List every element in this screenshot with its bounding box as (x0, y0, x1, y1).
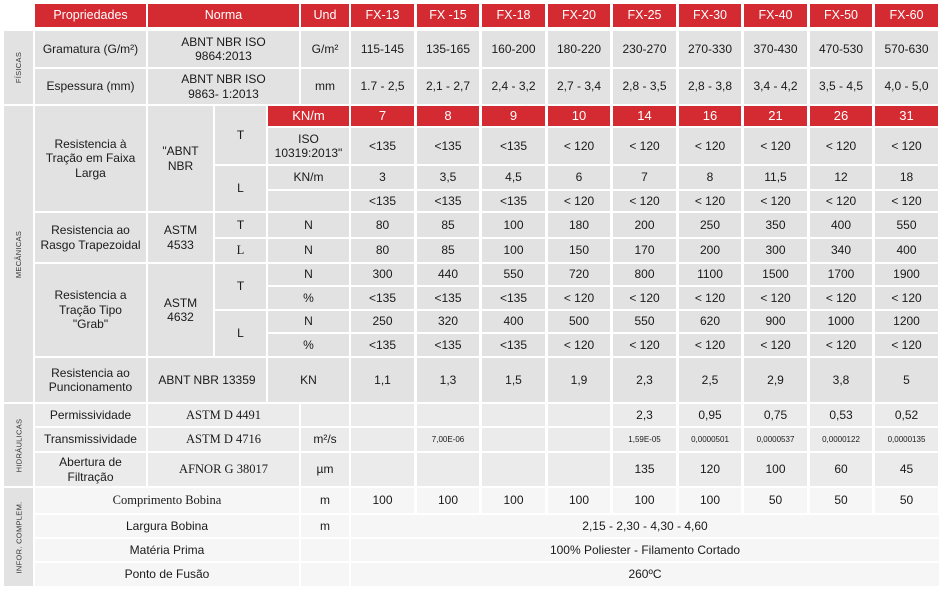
gramatura-value-3: 180-220 (548, 31, 610, 67)
header-propriedades: Propriedades (35, 4, 146, 27)
tracao-t-value-8: < 120 (875, 128, 938, 164)
gramatura-value-5: 270-330 (679, 31, 741, 67)
und-transmissividade: m²/s (301, 428, 349, 451)
gramatura-value-8: 570-630 (875, 31, 938, 67)
rasgo-l-value-7: 340 (810, 239, 872, 262)
rasgo-t-value-2: 100 (482, 213, 545, 237)
header-fx40: FX-40 (744, 4, 807, 27)
permissividade-value-5: 0,95 (679, 404, 741, 426)
tracao-t-value-6: < 120 (744, 128, 807, 164)
permissividade-value-0 (351, 404, 414, 426)
comprimento-value-0: 100 (351, 488, 414, 513)
und-abertura: µm (301, 453, 349, 486)
espessura-value-6: 3,4 - 4,2 (744, 69, 807, 104)
grab-l-pct-value-5: < 120 (679, 334, 741, 356)
knm-header-value-7: 26 (810, 106, 872, 126)
grab-l-pct-value-1: <135 (417, 334, 479, 356)
header-und: Und (301, 4, 349, 27)
tracao-l2-value-3: < 120 (548, 191, 610, 211)
transmissividade-value-1: 7,00E-06 (417, 428, 479, 451)
transmissividade-value-7: 0,0000122 (810, 428, 872, 451)
rasgo-t-value-3: 180 (548, 213, 610, 237)
tracao-t-value-3: < 120 (548, 128, 610, 164)
puncionamento-value-8: 5 (875, 358, 938, 402)
tracao-l1-value-8: 18 (875, 166, 938, 189)
header-fx18: FX-18 (482, 4, 545, 27)
tracao-l2-value-5: < 120 (679, 191, 741, 211)
grab-t-pct-value-7: < 120 (810, 287, 872, 309)
grab-l-n-value-1: 320 (417, 311, 479, 332)
comprimento-value-1: 100 (417, 488, 479, 513)
transmissividade-value-8: 0,0000135 (875, 428, 938, 451)
abertura-value-4: 135 (613, 453, 676, 486)
transmissividade-value-6: 0,0000537 (744, 428, 807, 451)
rasgo-l-value-4: 170 (613, 239, 676, 262)
gramatura-value-1: 135-165 (417, 31, 479, 67)
permissividade-value-4: 2,3 (613, 404, 676, 426)
puncionamento-value-3: 1,9 (548, 358, 610, 402)
grab-l-pct-value-3: < 120 (548, 334, 610, 356)
grab-l-pct-value-6: < 120 (744, 334, 807, 356)
header-fx20: FX-20 (548, 4, 610, 27)
grab-l-n-value-2: 400 (482, 311, 545, 332)
und-grab-l-pct: % (268, 334, 349, 356)
tracao-l2-value-1: <135 (417, 191, 479, 211)
espessura-value-3: 2,7 - 3,4 (548, 69, 610, 104)
comprimento-value-5: 100 (679, 488, 741, 513)
grab-t-pct-value-2: <135 (482, 287, 545, 309)
tracao-l2-value-7: < 120 (810, 191, 872, 211)
comprimento-value-3: 100 (548, 488, 610, 513)
grab-t-n-value-4: 800 (613, 264, 676, 285)
puncionamento-value-4: 2,3 (613, 358, 676, 402)
grab-t-n-value-6: 1500 (744, 264, 807, 285)
espessura-value-5: 2,8 - 3,8 (679, 69, 741, 104)
grab-l-n-value-4: 550 (613, 311, 676, 332)
grab-l-pct-value-0: <135 (351, 334, 414, 356)
puncionamento-value-2: 1,5 (482, 358, 545, 402)
permissividade-value-7: 0,53 (810, 404, 872, 426)
rasgo-t-value-1: 85 (417, 213, 479, 237)
tracao-t-value-5: < 120 (679, 128, 741, 164)
grab-l-pct-value-2: <135 (482, 334, 545, 356)
espessura-value-4: 2,8 - 3,5 (613, 69, 676, 104)
header-norma: Norma (148, 4, 299, 27)
grab-t-n-value-3: 720 (548, 264, 610, 285)
tracao-l1-value-3: 6 (548, 166, 610, 189)
norma-transmissividade: ASTM D 4716 (148, 428, 299, 451)
rasgo-t-value-0: 80 (351, 213, 414, 237)
tracao-l: L (215, 166, 266, 211)
transmissividade-value-3 (548, 428, 610, 451)
tracao-l1-value-2: 4,5 (482, 166, 545, 189)
header-fx25: FX-25 (613, 4, 676, 27)
prop-abertura: Abertura de Filtração (35, 453, 146, 486)
prop-fusao: Ponto de Fusão (35, 563, 299, 586)
header-fx30: FX-30 (679, 4, 741, 27)
gramatura-value-0: 115-145 (351, 31, 414, 67)
rasgo-l-value-3: 150 (548, 239, 610, 262)
grab-l-n-value-6: 900 (744, 311, 807, 332)
rasgo-l-value-2: 100 (482, 239, 545, 262)
permissividade-value-3 (548, 404, 610, 426)
und-comprimento: m (301, 488, 349, 513)
section-mecanicas-text: MECÂNICAS (14, 230, 24, 278)
grab-t-pct-value-4: < 120 (613, 287, 676, 309)
gramatura-value-4: 230-270 (613, 31, 676, 67)
und-permissividade (301, 404, 349, 426)
und-materia (301, 539, 349, 561)
und-tracao-l2 (268, 191, 349, 211)
knm-header-value-1: 8 (417, 106, 479, 126)
rasgo-t-value-8: 550 (875, 213, 938, 237)
grab-t: T (215, 264, 266, 309)
gramatura-value-7: 470-530 (810, 31, 872, 67)
header-fx50: FX-50 (810, 4, 872, 27)
grab-t-pct-value-0: <135 (351, 287, 414, 309)
comprimento-value-7: 50 (810, 488, 872, 513)
prop-materia: Matéria Prima (35, 539, 299, 561)
grab-t-pct-value-6: < 120 (744, 287, 807, 309)
espessura-value-7: 3,5 - 4,5 (810, 69, 872, 104)
tracao-t-value-1: <135 (417, 128, 479, 164)
und-gramatura: G/m² (301, 31, 349, 67)
tracao-t-value-7: < 120 (810, 128, 872, 164)
tracao-l1-value-7: 12 (810, 166, 872, 189)
und-largura: m (301, 515, 349, 537)
permissividade-value-8: 0,52 (875, 404, 938, 426)
rasgo-l-value-0: 80 (351, 239, 414, 262)
header-fx60: FX-60 (875, 4, 938, 27)
abertura-value-1 (417, 453, 479, 486)
header-fx13: FX-13 (351, 4, 414, 27)
tracao-l1-value-5: 8 (679, 166, 741, 189)
grab-l-pct-value-4: < 120 (613, 334, 676, 356)
tracao-l1-value-1: 3,5 (417, 166, 479, 189)
rasgo-t-value-5: 250 (679, 213, 741, 237)
fusao-value: 260ºC (351, 563, 939, 586)
norma-permissividade: ASTM D 4491 (148, 404, 299, 426)
und-grab-t-n: N (268, 264, 349, 285)
norma-rasgo: ASTM 4533 (148, 213, 213, 262)
knm-header-und: KN/m (268, 106, 349, 126)
grab-t-n-value-5: 1100 (679, 264, 741, 285)
knm-header-value-8: 31 (875, 106, 938, 126)
grab-l-n-value-5: 620 (679, 311, 741, 332)
knm-header-value-4: 14 (613, 106, 676, 126)
und-espessura: mm (301, 69, 349, 104)
knm-header-value-0: 7 (351, 106, 414, 126)
abertura-value-2 (482, 453, 545, 486)
transmissividade-value-4: 1,59E-05 (613, 428, 676, 451)
prop-transmissividade: Transmissividade (35, 428, 146, 451)
prop-comprimento: Comprimento Bobina (35, 488, 299, 513)
grab-l-n-value-0: 250 (351, 311, 414, 332)
tracao-l2-value-4: < 120 (613, 191, 676, 211)
comprimento-value-8: 50 (875, 488, 938, 513)
transmissividade-value-5: 0,0000501 (679, 428, 741, 451)
norma-abertura: AFNOR G 38017 (148, 453, 299, 486)
section-infor (4, 488, 33, 586)
abertura-value-8: 45 (875, 453, 938, 486)
norma-espessura: ABNT NBR ISO 9863- 1:2013 (148, 69, 299, 104)
comprimento-value-6: 50 (744, 488, 807, 513)
knm-header-value-3: 10 (548, 106, 610, 126)
tracao-l1-value-4: 7 (613, 166, 676, 189)
grab-t-pct-value-8: < 120 (875, 287, 938, 309)
und-rasgo-l: N (268, 239, 349, 262)
grab-l-n-value-8: 1200 (875, 311, 938, 332)
section-hidraulicas (4, 404, 33, 486)
grab-l: L (215, 311, 266, 356)
norma-tracao: "ABNT NBR (148, 106, 213, 211)
prop-rasgo: Resistencia ao Rasgo Trapezoidal (35, 213, 146, 262)
puncionamento-value-0: 1,1 (351, 358, 414, 402)
puncionamento-value-5: 2,5 (679, 358, 741, 402)
permissividade-value-6: 0,75 (744, 404, 807, 426)
abertura-value-7: 60 (810, 453, 872, 486)
knm-header-value-2: 9 (482, 106, 545, 126)
tracao-l1-value-6: 11,5 (744, 166, 807, 189)
grab-t-n-value-1: 440 (417, 264, 479, 285)
rasgo-l: L (215, 239, 266, 262)
espessura-value-2: 2,4 - 3,2 (482, 69, 545, 104)
largura-value: 2,15 - 2,30 - 4,30 - 4,60 (351, 515, 939, 537)
und-tracao-t: ISO 10319:2013" (268, 128, 349, 164)
transmissividade-value-2 (482, 428, 545, 451)
puncionamento-value-7: 3,8 (810, 358, 872, 402)
puncionamento-value-6: 2,9 (744, 358, 807, 402)
gramatura-value-6: 370-430 (744, 31, 807, 67)
rasgo-l-value-6: 300 (744, 239, 807, 262)
abertura-value-6: 100 (744, 453, 807, 486)
section-infor-text: INFOR. COMPLEM. (14, 500, 24, 574)
abertura-value-0 (351, 453, 414, 486)
rasgo-t-value-4: 200 (613, 213, 676, 237)
prop-puncionamento: Resistencia ao Puncionamento (35, 358, 146, 402)
espessura-value-8: 4,0 - 5,0 (875, 69, 938, 104)
comprimento-value-4: 100 (613, 488, 676, 513)
section-fisicas (4, 31, 33, 104)
rasgo-t: T (215, 213, 266, 237)
tracao-l2-value-2: <135 (482, 191, 545, 211)
comprimento-value-2: 100 (482, 488, 545, 513)
tracao-t-value-4: < 120 (613, 128, 676, 164)
rasgo-l-value-8: 400 (875, 239, 938, 262)
und-rasgo-t: N (268, 213, 349, 237)
tracao-t-value-2: <135 (482, 128, 545, 164)
grab-t-pct-value-1: <135 (417, 287, 479, 309)
grab-l-pct-value-8: < 120 (875, 334, 938, 356)
und-puncionamento: KN (268, 358, 349, 402)
section-fisicas-text: FÍSICAS (14, 51, 23, 84)
abertura-value-5: 120 (679, 453, 741, 486)
norma-puncionamento: ABNT NBR 13359 (148, 358, 266, 402)
permissividade-value-1 (417, 404, 479, 426)
grab-l-pct-value-7: < 120 (810, 334, 872, 356)
und-grab-t-pct: % (268, 287, 349, 309)
prop-permissividade: Permissividade (35, 404, 146, 426)
grab-t-n-value-2: 550 (482, 264, 545, 285)
grab-t-pct-value-3: < 120 (548, 287, 610, 309)
tracao-t-value-0: <135 (351, 128, 414, 164)
grab-t-pct-value-5: < 120 (679, 287, 741, 309)
espessura-value-1: 2,1 - 2,7 (417, 69, 479, 104)
grab-l-n-value-3: 500 (548, 311, 610, 332)
header-fx15: FX -15 (417, 4, 479, 27)
prop-tracao: Resistencia à Tração em Faixa Larga (35, 106, 146, 211)
puncionamento-value-1: 1,3 (417, 358, 479, 402)
grab-l-n-value-7: 1000 (810, 311, 872, 332)
rasgo-t-value-6: 350 (744, 213, 807, 237)
grab-t-n-value-0: 300 (351, 264, 414, 285)
tracao-l2-value-0: <135 (351, 191, 414, 211)
norma-gramatura: ABNT NBR ISO 9864:2013 (148, 31, 299, 67)
tracao-l2-value-8: < 120 (875, 191, 938, 211)
permissividade-value-2 (482, 404, 545, 426)
abertura-value-3 (548, 453, 610, 486)
gramatura-value-2: 160-200 (482, 31, 545, 67)
knm-header-value-5: 16 (679, 106, 741, 126)
grab-t-n-value-7: 1700 (810, 264, 872, 285)
prop-espessura: Espessura (mm) (35, 69, 146, 104)
knm-header-value-6: 21 (744, 106, 807, 126)
rasgo-l-value-5: 200 (679, 239, 741, 262)
materia-value: 100% Poliester - Filamento Cortado (351, 539, 939, 561)
prop-grab: Resistencia a Tração Tipo "Grab" (35, 264, 146, 356)
prop-gramatura: Gramatura (G/m²) (35, 31, 146, 67)
tracao-t: T (215, 106, 266, 164)
section-hidraulicas-text: HIDRÁULICAS (14, 418, 24, 472)
prop-largura: Largura Bobina (35, 515, 299, 537)
section-mecanicas (4, 106, 33, 402)
transmissividade-value-0 (351, 428, 414, 451)
und-fusao (301, 563, 349, 586)
rasgo-l-value-1: 85 (417, 239, 479, 262)
tracao-l2-value-6: < 120 (744, 191, 807, 211)
rasgo-t-value-7: 400 (810, 213, 872, 237)
und-tracao-l1: KN/m (268, 166, 349, 189)
und-grab-l-n: N (268, 311, 349, 332)
grab-t-n-value-8: 1900 (875, 264, 938, 285)
espessura-value-0: 1.7 - 2,5 (351, 69, 414, 104)
norma-grab: ASTM 4632 (148, 264, 213, 356)
tracao-l1-value-0: 3 (351, 166, 414, 189)
